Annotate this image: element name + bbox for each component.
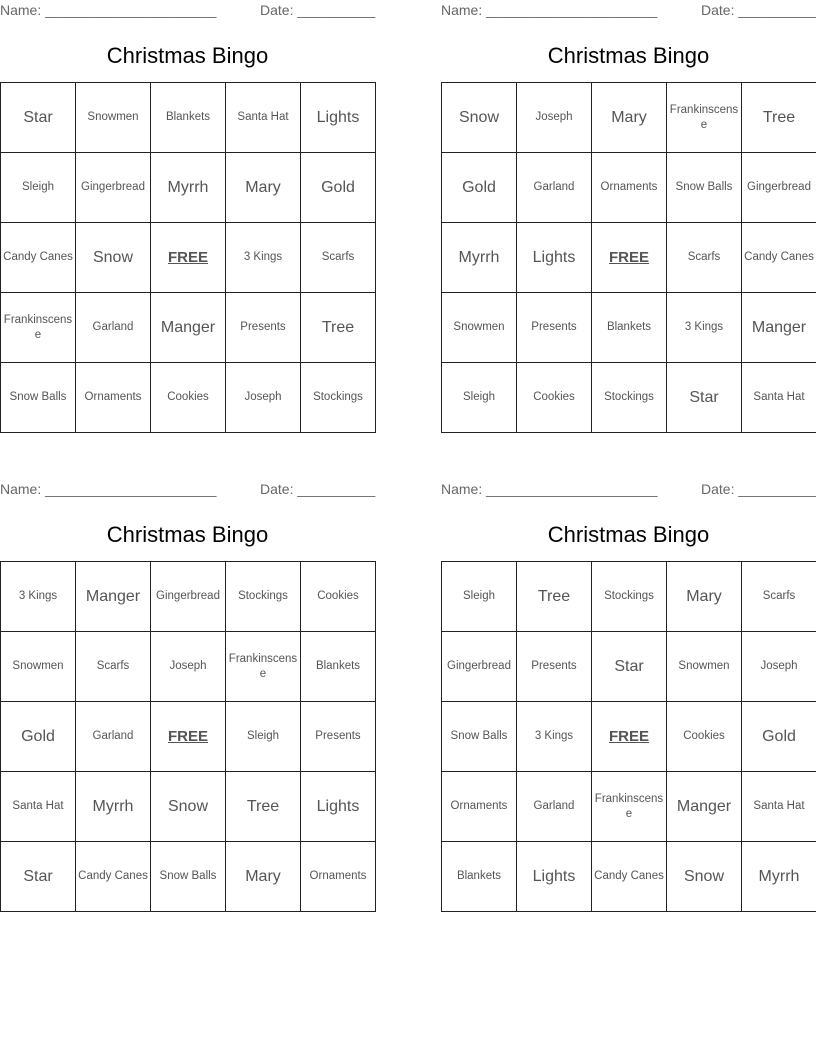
card-header (441, 0, 816, 20)
bingo-cell: Joseph (151, 632, 226, 702)
date-field-label: Date: __________ (701, 481, 816, 497)
bingo-cell: Snowmen (442, 293, 517, 363)
bingo-cell: Sleigh (442, 363, 517, 433)
grid-row (1, 153, 376, 223)
bingo-cell: Snow (442, 83, 517, 153)
card-header (441, 479, 816, 499)
card-title: Christmas Bingo (106, 43, 269, 68)
bingo-cell: Garland (76, 293, 151, 363)
bingo-cell: Santa Hat (1, 772, 76, 842)
bingo-cell: Star (1, 842, 76, 912)
grid-row (442, 772, 816, 842)
bingo-cell: Myrrh (76, 772, 151, 842)
bingo-cell: Blankets (442, 842, 517, 912)
bingo-grid (0, 561, 376, 912)
bingo-cell: Ornaments (592, 153, 667, 223)
bingo-grid (441, 82, 816, 433)
bingo-cell: Garland (76, 702, 151, 772)
bingo-cell: Star (592, 632, 667, 702)
name-field-label: Name: ______________________ (0, 481, 217, 497)
name-field-label: Name: ______________________ (441, 481, 658, 497)
bingo-cell: Tree (742, 83, 816, 153)
grid-row (442, 842, 816, 912)
bingo-cell: Manger (667, 772, 742, 842)
bingo-cell: Sleigh (226, 702, 301, 772)
date-field-label: Date: __________ (701, 2, 816, 18)
grid-row (442, 562, 816, 632)
bingo-cell: Snow (76, 223, 151, 293)
bingo-cell: Tree (226, 772, 301, 842)
bingo-cell: Snow Balls (151, 842, 226, 912)
bingo-cell: Frankinscense (1, 293, 76, 363)
bingo-cell: 3 Kings (667, 293, 742, 363)
free-space-cell: FREE (151, 223, 226, 293)
grid-row (1, 83, 376, 153)
grid-row (442, 293, 816, 363)
bingo-cell: Frankinscense (226, 632, 301, 702)
bingo-cell: Presents (226, 293, 301, 363)
bingo-cell: Manger (76, 562, 151, 632)
bingo-cell: Tree (301, 293, 376, 363)
bingo-cell: Snowmen (667, 632, 742, 702)
bingo-cell: Scarfs (742, 562, 816, 632)
bingo-cell: Santa Hat (742, 363, 816, 433)
bingo-cell: Santa Hat (226, 83, 301, 153)
bingo-cell: Blankets (301, 632, 376, 702)
grid-row (1, 772, 376, 842)
bingo-cell: Stockings (226, 562, 301, 632)
bingo-cell: Frankinscense (667, 83, 742, 153)
bingo-cell: Snow Balls (1, 363, 76, 433)
card-title: Christmas Bingo (106, 522, 269, 547)
bingo-cell: Snow (667, 842, 742, 912)
bingo-grid (441, 561, 816, 912)
bingo-cell: Santa Hat (742, 772, 816, 842)
bingo-cell: Stockings (592, 562, 667, 632)
bingo-cell: Stockings (592, 363, 667, 433)
bingo-cell: Lights (517, 842, 592, 912)
bingo-cell: Gold (1, 702, 76, 772)
card-header (0, 479, 375, 499)
card-title: Christmas Bingo (547, 522, 710, 547)
bingo-cell: Star (1, 83, 76, 153)
card-title: Christmas Bingo (547, 43, 710, 68)
bingo-cell: Presents (517, 632, 592, 702)
grid-row (1, 293, 376, 363)
bingo-cell: Joseph (517, 83, 592, 153)
date-field-label: Date: __________ (260, 2, 376, 18)
bingo-cell: Cookies (517, 363, 592, 433)
grid-row (442, 153, 816, 223)
free-space-cell: FREE (592, 223, 667, 293)
bingo-cell: Sleigh (442, 562, 517, 632)
grid-row (1, 562, 376, 632)
name-field-label: Name: ______________________ (0, 2, 217, 18)
bingo-grid (0, 82, 376, 433)
bingo-cell: Myrrh (442, 223, 517, 293)
bingo-cell: Mary (667, 562, 742, 632)
bingo-cell: Stockings (301, 363, 376, 433)
bingo-cell: Blankets (151, 83, 226, 153)
bingo-cell: Gold (742, 702, 816, 772)
bingo-cell: Snowmen (76, 83, 151, 153)
bingo-cell: Cookies (301, 562, 376, 632)
grid-row (442, 363, 816, 433)
bingo-cell: 3 Kings (226, 223, 301, 293)
bingo-cell: Star (667, 363, 742, 433)
bingo-cell: Joseph (226, 363, 301, 433)
bingo-cell: Manger (151, 293, 226, 363)
grid-row (1, 223, 376, 293)
bingo-cell: Snowmen (1, 632, 76, 702)
bingo-cell: Cookies (667, 702, 742, 772)
bingo-cell: Snow Balls (667, 153, 742, 223)
bingo-cell: Gold (301, 153, 376, 223)
name-field-label: Name: ______________________ (441, 2, 658, 18)
bingo-cell: Gold (442, 153, 517, 223)
grid-row (1, 842, 376, 912)
bingo-cell: Candy Canes (76, 842, 151, 912)
bingo-cell: Candy Canes (592, 842, 667, 912)
grid-row (442, 702, 816, 772)
bingo-cell: Gingerbread (151, 562, 226, 632)
bingo-cell: Gingerbread (442, 632, 517, 702)
bingo-cell: Gingerbread (742, 153, 816, 223)
bingo-cell: Joseph (742, 632, 816, 702)
bingo-cell: 3 Kings (517, 702, 592, 772)
bingo-cell: Tree (517, 562, 592, 632)
bingo-cell: Scarfs (76, 632, 151, 702)
bingo-cell: Snow Balls (442, 702, 517, 772)
bingo-cell: Ornaments (301, 842, 376, 912)
bingo-cell: Myrrh (151, 153, 226, 223)
free-space-cell: FREE (151, 702, 226, 772)
grid-row (442, 632, 816, 702)
bingo-cell: Lights (517, 223, 592, 293)
grid-row (1, 632, 376, 702)
grid-row (442, 83, 816, 153)
bingo-cell: Mary (226, 153, 301, 223)
grid-row (1, 702, 376, 772)
bingo-cell: Lights (301, 83, 376, 153)
bingo-cell: Presents (517, 293, 592, 363)
bingo-cell: Scarfs (301, 223, 376, 293)
bingo-cell: Myrrh (742, 842, 816, 912)
bingo-cell: Mary (592, 83, 667, 153)
bingo-cell: Frankinscense (592, 772, 667, 842)
bingo-cell: Garland (517, 153, 592, 223)
grid-row (1, 363, 376, 433)
bingo-cell: Mary (226, 842, 301, 912)
bingo-cell: Candy Canes (742, 223, 816, 293)
bingo-cell: Blankets (592, 293, 667, 363)
bingo-cell: Presents (301, 702, 376, 772)
bingo-cell: 3 Kings (1, 562, 76, 632)
bingo-cell: Scarfs (667, 223, 742, 293)
grid-row (442, 223, 816, 293)
bingo-cell: Sleigh (1, 153, 76, 223)
bingo-cell: Gingerbread (76, 153, 151, 223)
bingo-cell: Lights (301, 772, 376, 842)
bingo-cell: Garland (517, 772, 592, 842)
bingo-cell: Candy Canes (1, 223, 76, 293)
date-field-label: Date: __________ (260, 481, 376, 497)
bingo-cell: Snow (151, 772, 226, 842)
free-space-cell: FREE (592, 702, 667, 772)
bingo-cell: Ornaments (76, 363, 151, 433)
bingo-cell: Cookies (151, 363, 226, 433)
bingo-cell: Manger (742, 293, 816, 363)
card-header (0, 0, 375, 20)
bingo-cell: Ornaments (442, 772, 517, 842)
